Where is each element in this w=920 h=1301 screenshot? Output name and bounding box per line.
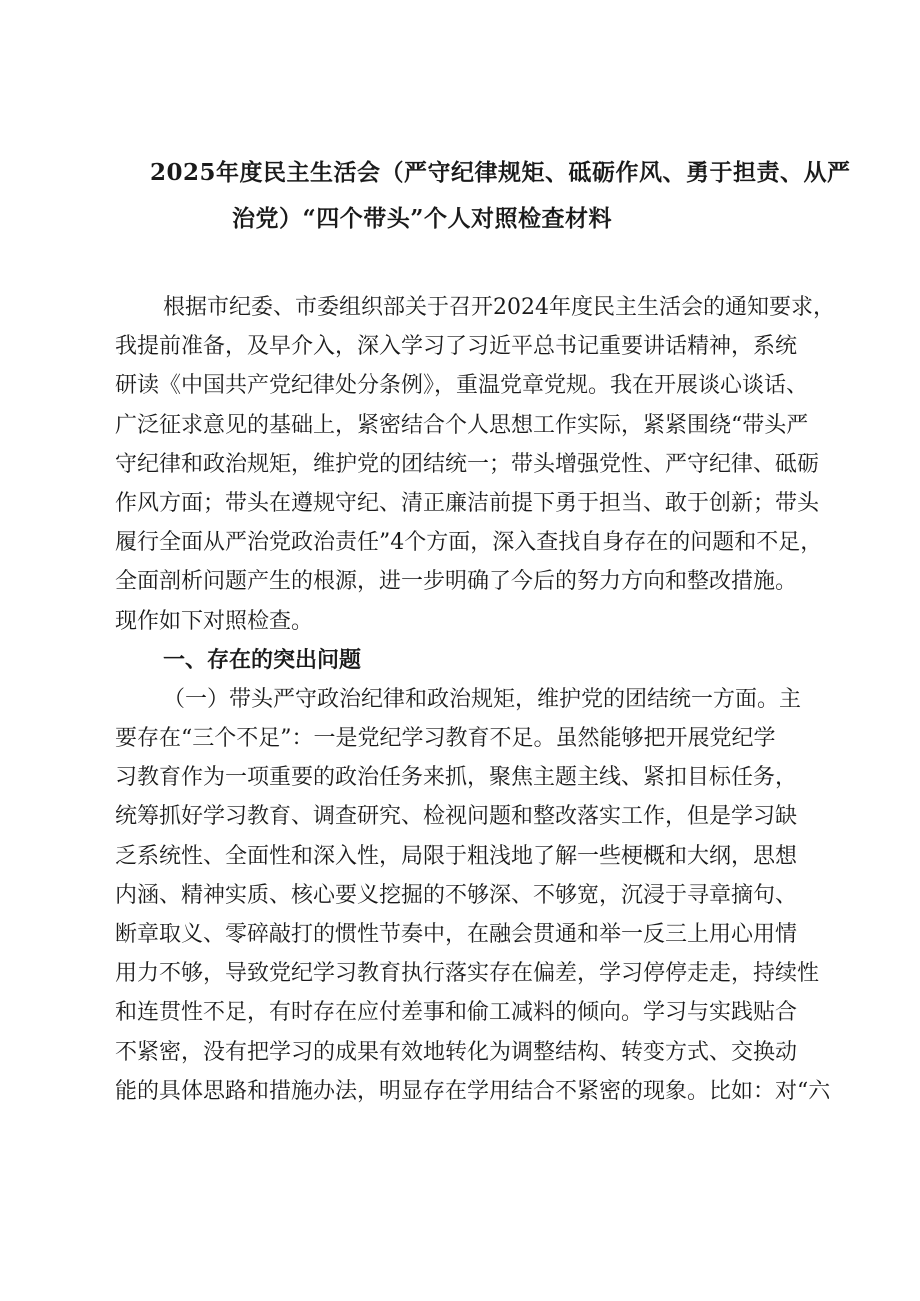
section-line-6: 内涵、精神实质、核心要义挖掘的不够深、不够宽，沉浸于寻章摘句、: [115, 882, 798, 908]
section-line-1: （一）带头严守政治纪律和政治规矩，维护党的团结统一方面。主: [163, 686, 802, 712]
title-line-2: 治党）“四个带头”个人对照检查材料: [232, 205, 612, 232]
intro-line-3: 研读《中国共产党纪律处分条例》，重温党章党规。我在开展谈心谈话、: [115, 373, 809, 399]
section-line-10: 不紧密，没有把学习的成果有效地转化为调整结构、转变方式、交换动: [115, 1039, 798, 1065]
document-title: [150, 150, 850, 242]
title-line-1: 2025年度民主生活会（严守纪律规矩、砥砺作风、勇于担责、从严: [150, 159, 851, 186]
intro-line-7: 履行全面从严治党政治责任”4个方面，深入查找自身存在的问题和不足，: [115, 530, 823, 556]
intro-line-6: 作风方面；带头在遵规守纪、清正廉洁前提下勇于担当、敢于创新；带头: [115, 490, 820, 516]
intro-line-1: 根据市纪委、市委组织部关于召开2024年度民主生活会的通知要求，: [163, 295, 835, 320]
section-heading: 一、存在的突出问题: [163, 646, 362, 673]
intro-line-9: 现作如下对照检查。: [115, 608, 314, 634]
section-line-11: 能的具体思路和措施办法，明显存在学用结合不紧密的现象。比如：对“六: [115, 1078, 831, 1104]
section-line-7: 断章取义、零碎敲打的惯性节奏中，在融会贯通和举一反三上用心用情: [115, 922, 798, 947]
section-line-2: 要存在“三个不足”：一是党纪学习教育不足。虽然能够把开展党纪学: [115, 726, 776, 752]
intro-line-5: 守纪律和政治规矩，维护党的团结统一；带头增强党性、严守纪律、砥砺: [115, 451, 820, 477]
intro-line-8: 全面剖析问题产生的根源，进一步明确了今后的努力方向和整改措施。: [115, 569, 798, 595]
document-body: [115, 288, 835, 1111]
intro-line-4: 广泛征求意见的基础上，紧密结合个人思想工作实际，紧紧围绕“带头严: [115, 412, 809, 438]
section-line-9: 和连贯性不足，有时存在应付差事和偷工减料的倾向。学习与实践贴合: [115, 1000, 798, 1026]
section-line-3: 习教育作为一项重要的政治任务来抓，聚焦主题主线、紧扣目标任务，: [115, 765, 798, 791]
intro-line-2: 我提前准备，及早介入，深入学习了习近平总书记重要讲话精神，系统: [115, 334, 798, 360]
section-line-5: 乏系统性、全面性和深入性，局限于粗浅地了解一些梗概和大纲，思想: [115, 843, 798, 869]
section-line-4: 统筹抓好学习教育、调查研究、检视问题和整改落实工作，但是学习缺: [115, 804, 798, 830]
section-line-8: 用力不够，导致党纪学习教育执行落实存在偏差，学习停停走走，持续性: [115, 961, 820, 987]
